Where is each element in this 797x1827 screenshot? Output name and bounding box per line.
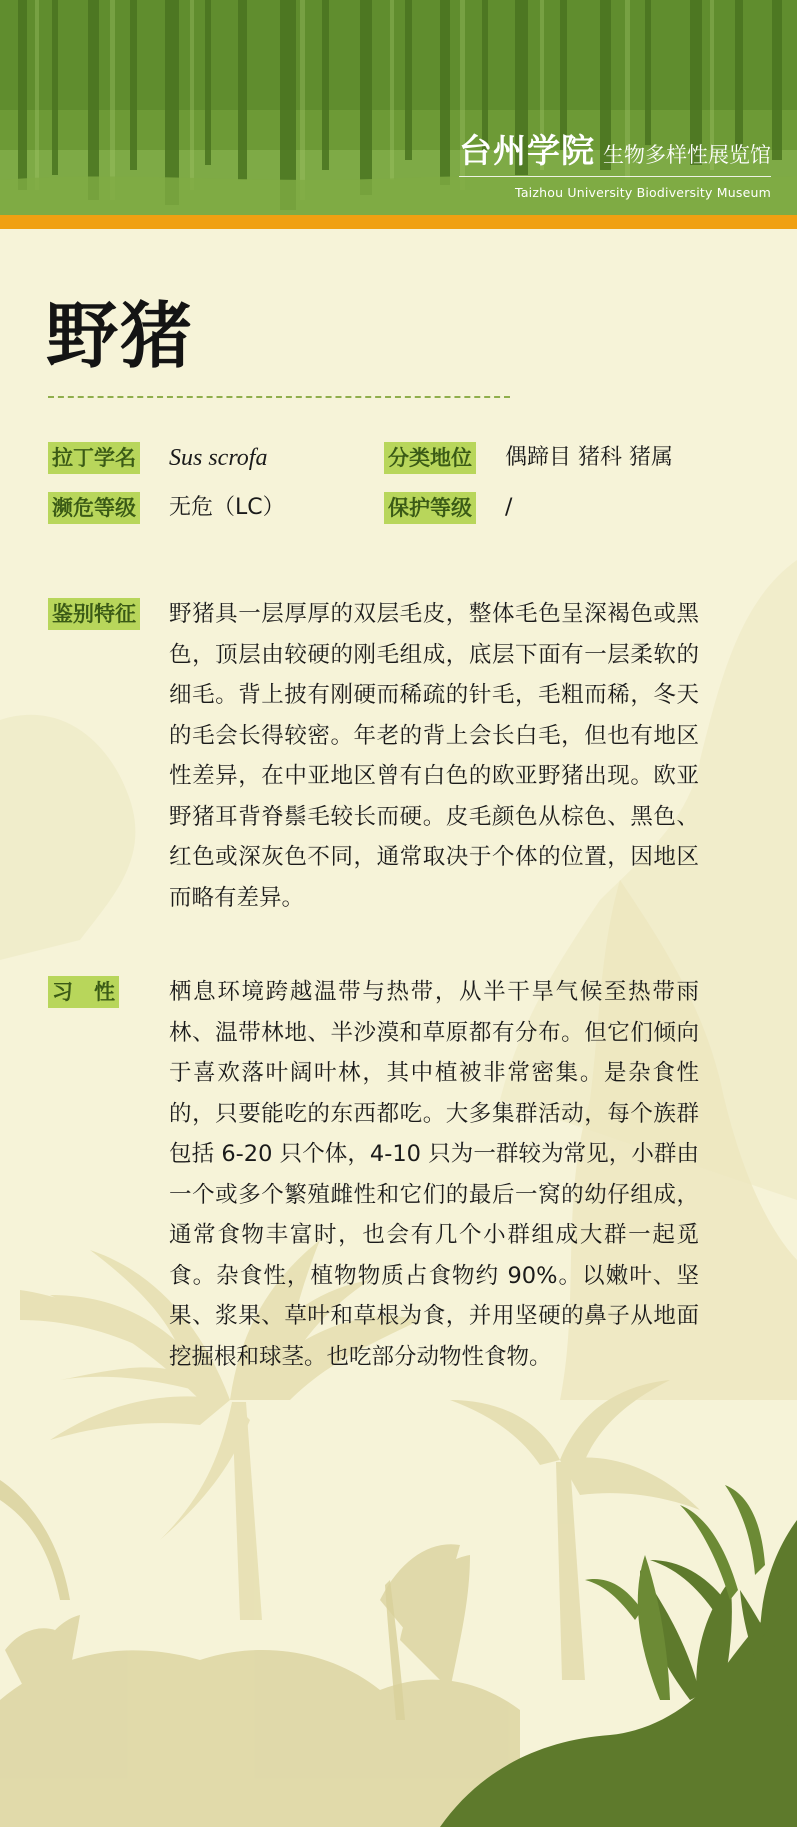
taxonomy-label: 分类地位 xyxy=(384,442,476,474)
museum-name: 生物多样性展览馆 xyxy=(603,143,771,167)
species-title: 野猪 xyxy=(46,294,195,378)
endangered-level-label: 濒危等级 xyxy=(48,492,140,524)
museum-brand xyxy=(459,125,771,200)
latin-name-value: Sus scrofa xyxy=(169,445,268,471)
habits-text: 栖息环境跨越温带与热带，从半干旱气候至热带雨林、温带林地、半沙漠和草原都有分布。但它们倾向于喜欢落叶阔叶林，其中植被非常密集。是杂食性的，只要能吃的东西都吃。大多集群活动，每个族群包括 6-20 只个体，4-10 只为一群较为常见，小群由一个或多个繁殖雌性和它们的最后一窝的幼仔组成，通常食物丰富时，也会有几个小群组成大群一起觅食。杂食性，植物物质占食物约 90%。以嫩叶、坚果、浆果、草叶和草根为食，并用坚硬的鼻子从地面挖掘根和球茎。也吃部分动物性食物。 xyxy=(169,979,699,1370)
identification-text: 野猪具一层厚厚的双层毛皮，整体毛色呈深褐色或黑色，顶层由较硬的刚毛组成，底层下面有一层柔软的细毛。背上披有刚硬而稀疏的针毛，毛粗而稀，冬天的毛会长得较密。年老的背上会长白毛，但也有地区性差异，在中亚地区曾有白色的欧亚野猪出现。欧亚野猪耳背脊鬃毛较长而硬。皮毛颜色从棕色、黑色、红色或深灰色不同，通常取决于个体的位置，因地区而略有差异。 xyxy=(169,601,699,911)
university-name: 台州学院 xyxy=(459,131,595,170)
taxonomy-value: 偶蹄目 猪科 猪属 xyxy=(505,445,673,470)
endangered-level-value: 无危（LC） xyxy=(169,495,285,520)
habits-label: 习 性 xyxy=(48,976,119,1008)
protection-level-label: 保护等级 xyxy=(384,492,476,524)
title-divider xyxy=(48,396,510,398)
museum-name-english: Taizhou University Biodiversity Museum xyxy=(515,185,771,200)
protection-level-value: / xyxy=(505,495,513,520)
header-banner xyxy=(0,0,797,215)
header-accent-bar xyxy=(0,215,797,229)
identification-label: 鉴别特征 xyxy=(48,598,140,630)
latin-name-label: 拉丁学名 xyxy=(48,442,140,474)
